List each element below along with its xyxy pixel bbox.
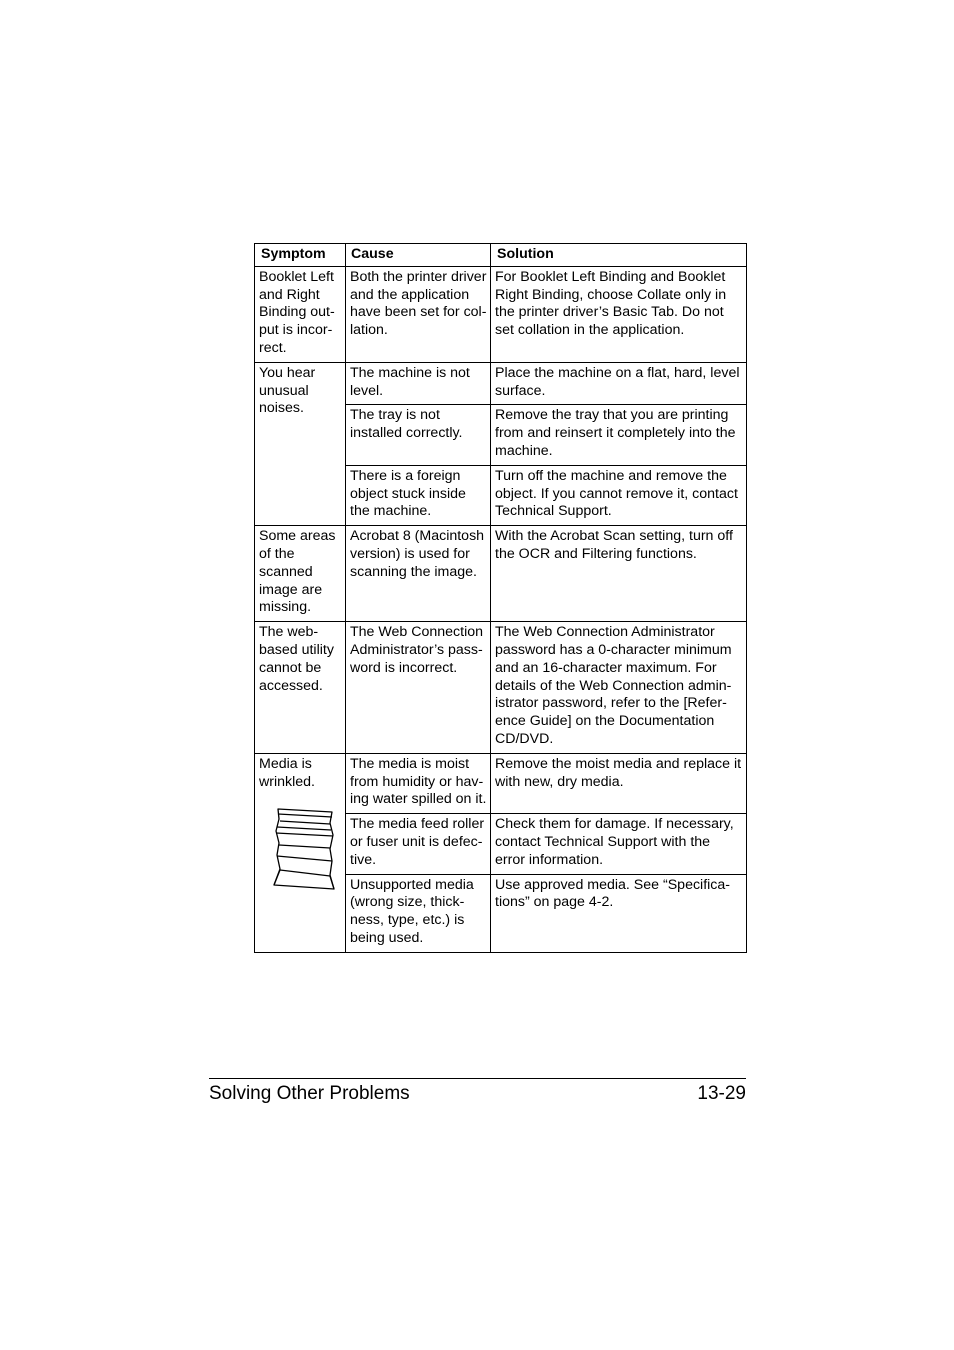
solution-cell: Turn off the machine and remove the object. If you cannot remove it, contact Technical Support.	[491, 465, 747, 525]
table-row	[255, 753, 747, 813]
table-row	[255, 362, 747, 405]
solution-cell: Place the machine on a flat, hard, level surface.	[491, 362, 747, 405]
solution-cell: Check them for damage. If necessary, contact Technical Support with the error information.	[491, 814, 747, 874]
header-cause: Cause	[346, 244, 491, 267]
page-number: 13-29	[697, 1083, 746, 1104]
footer-divider	[209, 1078, 746, 1079]
cause-cell: The media feed roller or fuser unit is defec-tive.	[346, 814, 491, 874]
symptom-cell	[255, 753, 346, 952]
footer-section-title: Solving Other Problems	[209, 1083, 410, 1104]
symptom-cell	[255, 266, 346, 362]
solution-cell: Remove the moist media and replace it with new, dry media.	[491, 753, 747, 813]
symptom-cell	[255, 362, 346, 525]
symptom-cell	[255, 526, 346, 622]
table-header-row	[255, 244, 747, 267]
cause-cell: The tray is not installed correctly.	[346, 405, 491, 465]
symptom-text: Media is wrinkled.	[259, 755, 315, 790]
solution-cell: With the Acrobat Scan setting, turn off the OCR and Filtering functions.	[491, 526, 747, 622]
solution-cell: For Booklet Left Binding and Booklet Right Binding, choose Collate only in the printer driver’s Basic Tab. Do not set collation in the application.	[491, 266, 747, 362]
solution-cell: Remove the tray that you are printing from and reinsert it completely into the machine.	[491, 405, 747, 465]
cause-cell: Unsupported media (wrong size, thick-ness, type, etc.) is being used.	[346, 874, 491, 952]
cause-cell: The media is moist from humidity or hav-ing water spilled on it.	[346, 753, 491, 813]
solution-cell: Use approved media. See “Specifica-tions” on page 4-2.	[491, 874, 747, 952]
symptom-text: The web-based utility cannot be accessed.	[259, 624, 334, 694]
header-solution: Solution	[491, 244, 747, 267]
table-row	[255, 526, 747, 622]
table-row	[255, 266, 747, 362]
cause-cell: Acrobat 8 (Macintosh version) is used for scanning the image.	[346, 526, 491, 622]
solution-cell: The Web Connection Administrator password has a 0-character minimum and an 16-character maximum. For details of the Web Connection admin-istrator password, refer to the [Refer-ence Guide] on the Documentation CD/DVD.	[491, 622, 747, 754]
cause-cell: The Web Connection Administrator’s pass-word is incorrect.	[346, 622, 491, 754]
header-symptom: Symptom	[255, 244, 346, 267]
wrinkled-paper-icon	[272, 805, 336, 891]
symptom-text: You hear unusual noises.	[259, 364, 316, 417]
symptom-text: Some areas of the scanned image are missing.	[259, 528, 336, 616]
cause-cell: There is a foreign object stuck inside the machine.	[346, 465, 491, 525]
troubleshooting-table	[254, 243, 747, 953]
table-row	[255, 622, 747, 754]
cause-cell: The machine is not level.	[346, 362, 491, 405]
cause-cell: Both the printer driver and the application have been set for col-lation.	[346, 266, 491, 362]
symptom-cell	[255, 622, 346, 754]
symptom-text: Booklet Left and Right Binding out-put is incor-rect.	[259, 268, 335, 356]
